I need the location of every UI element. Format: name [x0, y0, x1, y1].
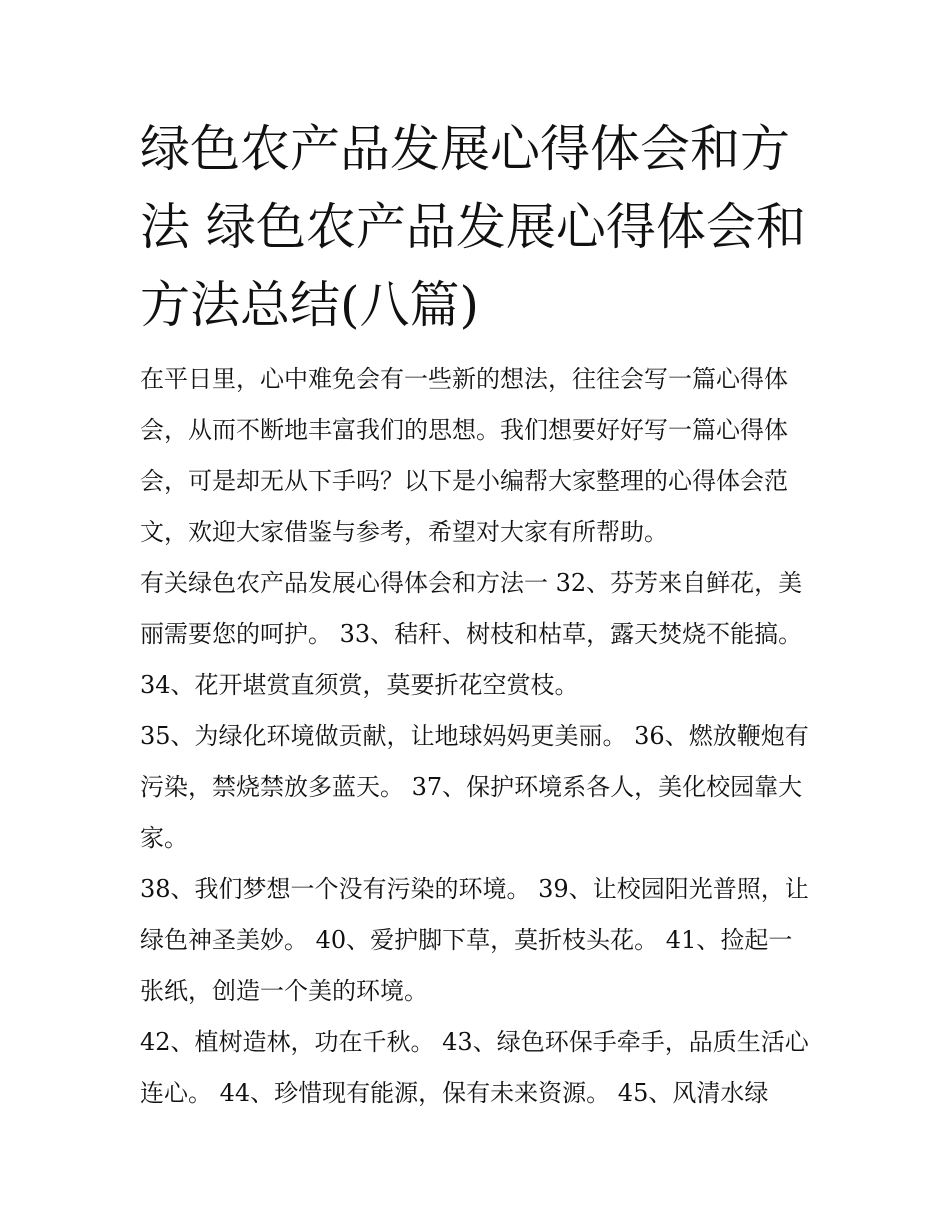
document-page — [140, 110, 812, 1119]
paragraph-slogans-32-34: 有关绿色农产品发展心得体会和方法一 32、芬芳来自鲜花，美丽需要您的呵护。 33、秸秆、树枝和枯草，露天焚烧不能搞。 34、花开堪赏直须赏，莫要折花空赏枝。 — [140, 569, 803, 699]
paragraph-intro: 在平日里，心中难免会有一些新的想法，往往会写一篇心得体会，从而不断地丰富我们的思想。我们想要好好写一篇心得体会，可是却无从下手吗？以下是小编帮大家整理的心得体会范文，欢迎大家借鉴与参考，希望对大家有所帮助。 — [140, 365, 788, 546]
paragraph-slogans-38-41: 38、我们梦想一个没有污染的环境。 39、让校园阳光普照，让绿色神圣美妙。 40、爱护脚下草，莫折枝头花。 41、捡起一张纸，创造一个美的环境。 — [140, 875, 809, 1005]
document-body — [140, 354, 812, 1119]
document-title: 绿色农产品发展心得体会和方法 绿色农产品发展心得体会和方法总结(八篇) — [140, 120, 806, 334]
paragraph-slogans-42-45: 42、植树造林，功在千秋。 43、绿色环保手牵手，品质生活心连心。 44、珍惜现有能源，保有未来资源。 45、风清水绿 — [140, 1028, 809, 1107]
paragraph-slogans-35-37: 35、为绿化环境做贡献，让地球妈妈更美丽。 36、燃放鞭炮有污染，禁烧禁放多蓝天。 37、保护环境系各人，美化校园靠大家。 — [140, 722, 809, 852]
